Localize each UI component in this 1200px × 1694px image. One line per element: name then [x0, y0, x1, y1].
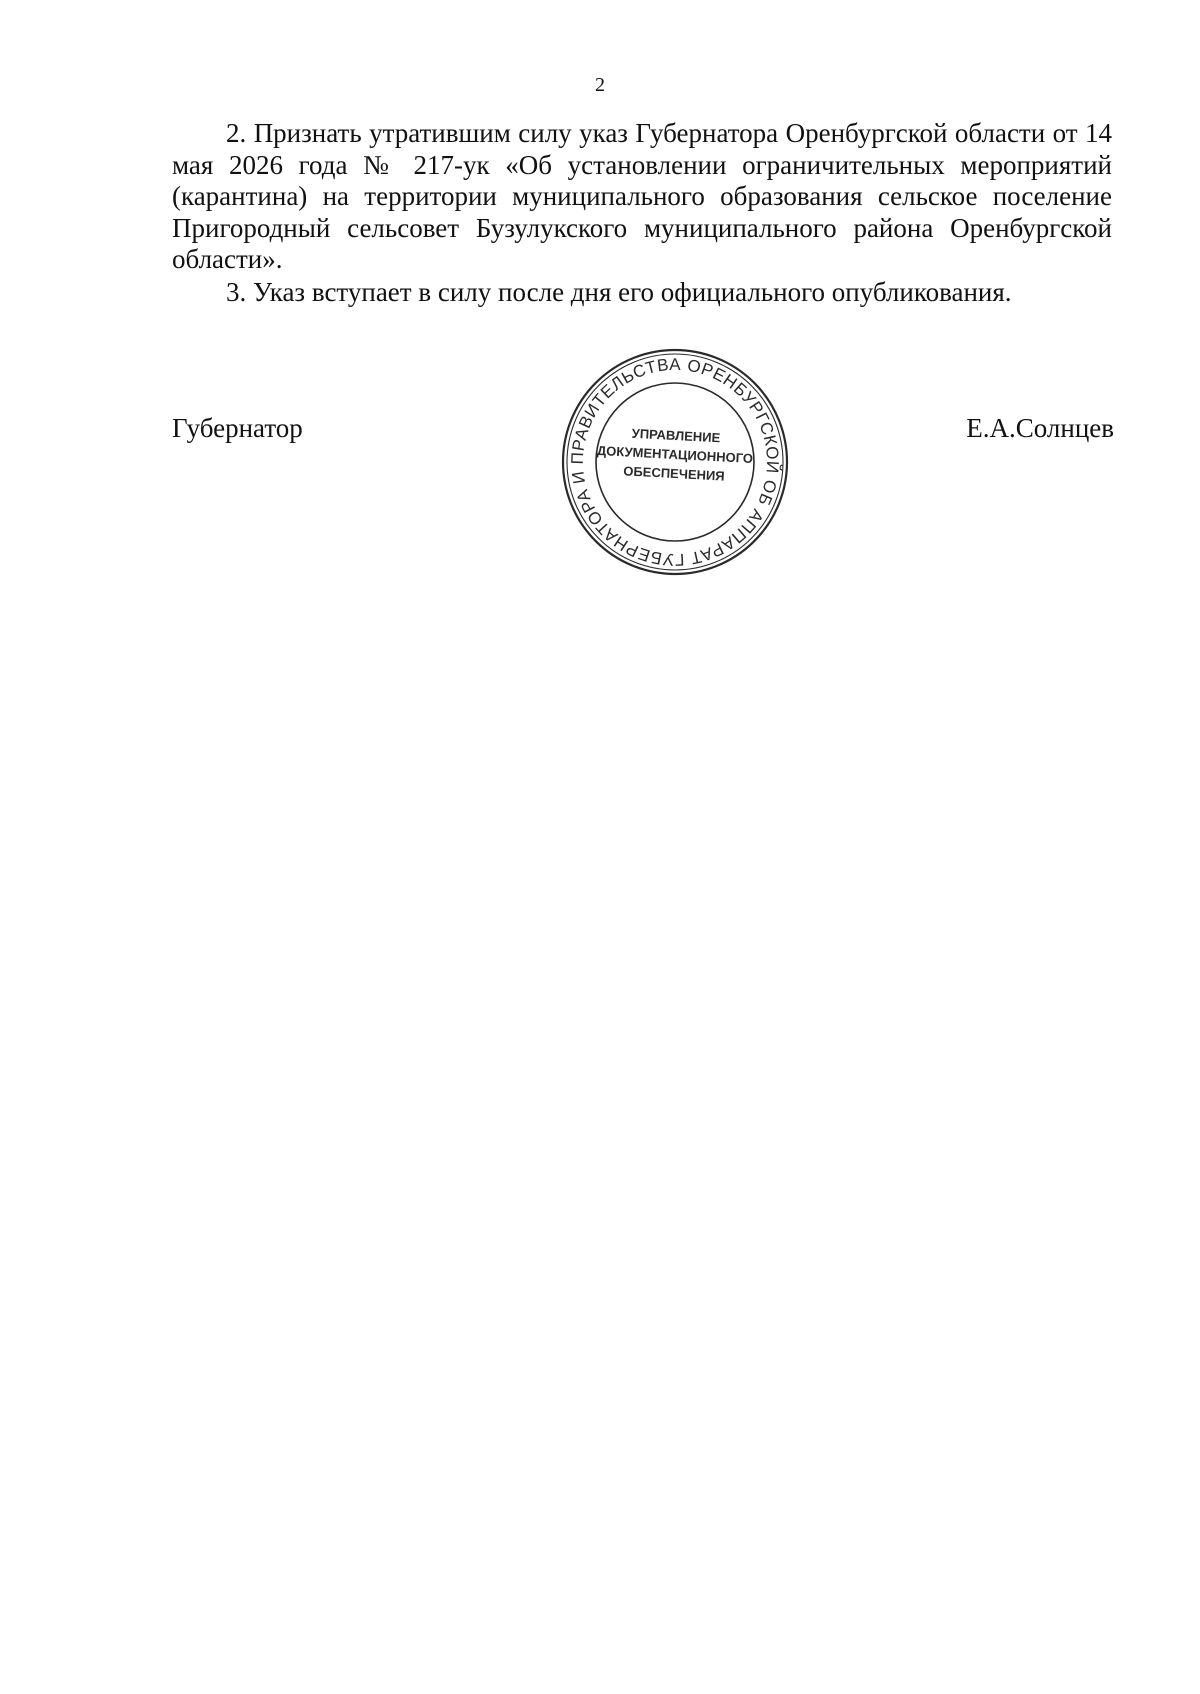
page-number: 2: [595, 74, 605, 96]
official-stamp: [555, 342, 795, 582]
signatory-title: Губернатор: [172, 413, 303, 443]
stamp-line-2: ДОКУМЕНТАЦИОННОГО: [596, 442, 754, 467]
stamp-line-3: ОБЕСПЕЧЕНИЯ: [622, 463, 726, 484]
stamp-line-1: УПРАВЛЕНИЕ: [631, 425, 721, 446]
stamp-center-text: [574, 421, 777, 488]
stamp-ring-text: АППАРАТ ГУБЕРНАТОРА И ПРАВИТЕЛЬСТВА ОРЕНБУРГСКОЙ ОБЛАСТИ: [567, 354, 783, 570]
document-body: [172, 118, 1112, 308]
paragraph-3: 3. Указ вступает в силу после дня его официального опубликования.: [226, 276, 1012, 307]
paragraph-2: 2. Признать утратившим силу указ Губернатора Оренбургской области от 14 мая 2026 года № 217-ук «Об установлении ограничительных мероприятий (карантина) на территории муниципального образования сельское поселение Пригородный сельсовет Бузулукского муниципального района Оренбургской области».: [172, 118, 1112, 274]
signatory-name: Е.А.Солнцев: [966, 413, 1114, 443]
